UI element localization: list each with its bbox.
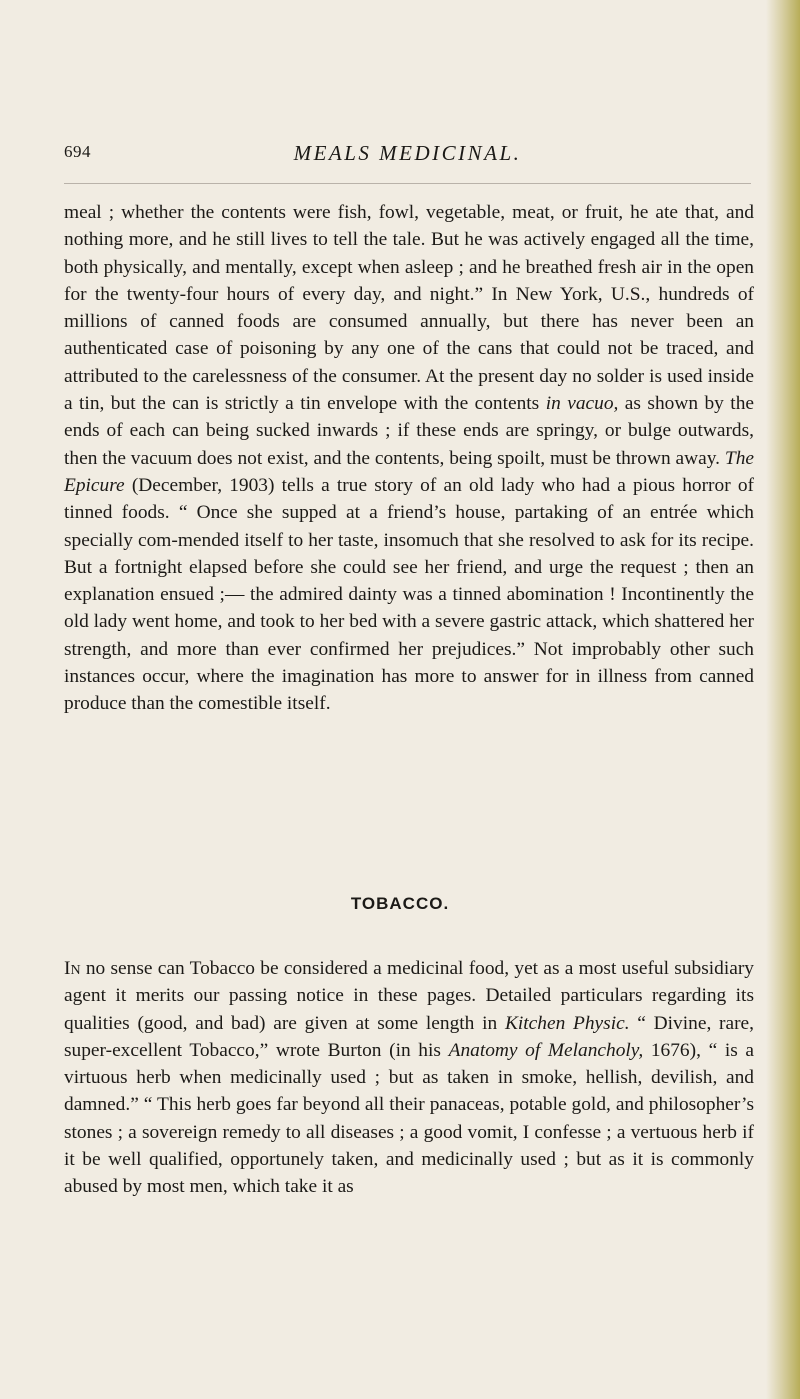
page-header — [64, 142, 751, 172]
italic-title: Anatomy of Melancholy, — [448, 1039, 644, 1061]
paragraph-canned-foods — [64, 199, 754, 718]
italic-phrase: in vacuo, — [545, 393, 619, 415]
page-number: 694 — [64, 142, 91, 161]
header-rule — [64, 183, 751, 184]
paragraph-text: “ Divine, rare, super-excellent Tobacco,” wrote Burton (in his — [64, 1012, 755, 1061]
paragraph-text: (December, 1903) tells a true story of an old lady who had a pious horror of tinned foods. “ Once she supped at a friend’s house, partaking of an entrée which specially com-mended itself to her taste, insomuch that she resolved to ask for its recipe. But a fortnight elapsed before she could see her friend, and urge the request ; then an explanation ensued ;— the admired dainty was a tinned abomination ! Incontinently the old lady went home, and took to her bed with a severe gastric attack, which shattered her strength, and more than ever confirmed her prejudices.” Not improbably other such instances occur, where the imagination has more to answer for in illness from canned produce than the comestible itself. — [64, 474, 754, 715]
paragraph-tobacco — [64, 955, 754, 1201]
page-edge-shadow — [766, 0, 800, 1399]
paragraph-text: meal ; whether the contents were fish, fowl, vegetable, meat, or fruit, he ate that, and nothing more, and he still lives to tell the tale. But he was actively engaged all the time, both physically, and mentally, except when asleep ; and he breathed fresh air in the open for the twenty-four hours of every day, and night.” In New York, U.S., hundreds of millions of canned foods are consumed annually, but there has never been an authenticated case of poisoning by any one of the cans that could not be traced, and attributed to the carelessness of the consumer. At the present day no solder is used inside a tin, but the can is strictly a tin envelope with the contents — [64, 202, 754, 415]
italic-title: Kitchen Physic. — [504, 1012, 630, 1034]
paragraph-text: 1676), “ is a virtuous herb when medicinally used ; but as taken in smoke, hellish, devilish, and damned.” “ This herb goes far beyond all their panaceas, potable gold, and philosopher’s stones ; a sovereign remedy to all diseases ; a good vomit, I confesse ; a vertuous herb if it be well qualified, opportunely taken, and medicinally used ; but as it is commonly abused by most men, which take it as — [64, 1039, 755, 1198]
paragraph-text: as shown by the ends of each can being sucked inwards ; if these ends are springy, or bulge outwards, then the vacuum does not exist, and the contents, being spoilt, must be thrown away. — [64, 393, 754, 469]
italic-title: The Epicure — [64, 447, 754, 496]
paragraph-text: no sense can Tobacco be considered a medicinal food, yet as a most useful subsidiary agent it merits our passing notice in these pages. Detailed particulars regarding its qualities (good, and bad) are given at some length in — [64, 958, 754, 1034]
section-heading: TOBACCO. — [350, 894, 450, 913]
small-caps-lead: In — [64, 958, 81, 979]
running-head: MEALS MEDICINAL. — [293, 141, 522, 165]
